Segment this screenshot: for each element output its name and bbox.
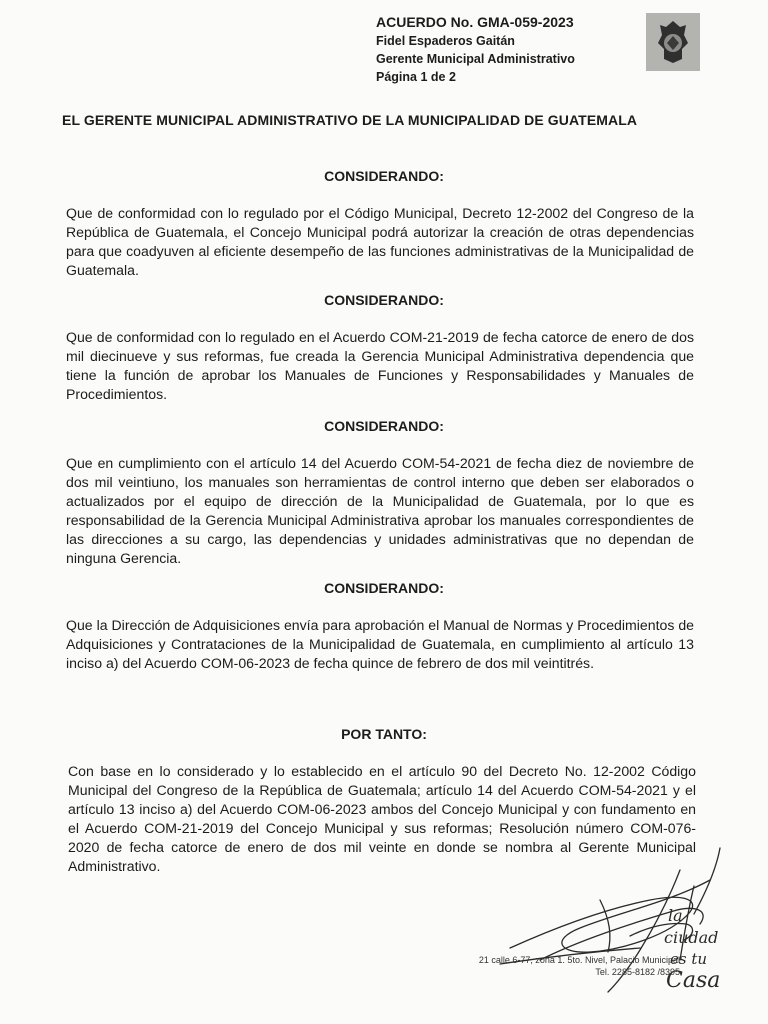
page-number: Página 1 de 2 <box>376 70 456 84</box>
slogan-word: Casa <box>666 968 721 993</box>
slogan-word: es tu <box>670 950 708 968</box>
section-heading: CONSIDERANDO: <box>324 292 444 308</box>
municipal-seal-icon <box>646 13 700 71</box>
agreement-number: ACUERDO No. GMA-059-2023 <box>376 14 574 30</box>
section-paragraph: Que de conformidad con lo regulado por el Código Municipal, Decreto 12-2002 del Congreso de la República de Guatemala, el Concejo Municipal podrá autorizar la creación de otras dependencias para que coadyuven al eficiente desempeño de las funciones administrativas de la Municipalidad de Guatemala. <box>66 205 694 278</box>
section-heading: CONSIDERANDO: <box>324 168 444 184</box>
section-heading: CONSIDERANDO: <box>324 580 444 596</box>
resolution-heading: POR TANTO: <box>341 726 427 742</box>
slogan-word: ciudad <box>664 928 719 947</box>
signatory-role: Gerente Municipal Administrativo <box>376 52 575 66</box>
phone-line: Tel. 2285-8182 /8395 <box>595 967 680 977</box>
address-line: 21 calle 6-77, zona 1. 5to. Nivel, Palacio Municipal <box>478 955 680 965</box>
document-title: EL GERENTE MUNICIPAL ADMINISTRATIVO DE LA MUNICIPALIDAD DE GUATEMALA <box>62 112 638 128</box>
document-header <box>376 12 575 86</box>
slogan-word: la <box>668 906 683 925</box>
footer-address <box>380 954 680 978</box>
section-paragraph: Que en cumplimiento con el artículo 14 del Acuerdo COM-54-2021 de fecha diez de noviembre de dos mil veintiuno, los manuales son herramientas de control interno que deben ser elaborados o actualizados por el equipo de dirección de la Municipalidad de Guatemala, por lo que es responsabilidad de la Gerencia Municipal Administrativa aprobar los manuales correspondientes de las direcciones a su cargo, las dependencias y unidades administrativas que no dependan de ninguna Gerencia. <box>66 455 694 566</box>
section-heading: CONSIDERANDO: <box>324 418 444 434</box>
section-paragraph: Que la Dirección de Adquisiciones envía para aprobación el Manual de Normas y Procedimientos de Adquisiciones y Contrataciones de la Municipalidad de Guatemala, en cumplimiento al artículo 13 inciso a) del Acuerdo COM-06-2023 de fecha quince de febrero de dos mil veintitrés. <box>66 617 694 671</box>
resolution-paragraph: Con base en lo considerado y lo establecido en el artículo 90 del Decreto No. 12-2002 Código Municipal del Congreso de la República de Guatemala; artículo 14 del Acuerdo COM-54-2021 y el artículo 13 inciso a) del Acuerdo COM-06-2023 ambos del Concejo Municipal y con fundamento en el Acuerdo COM-21-2019 del Concejo Municipal y sus reformas; Resolución número COM-076-2020 de fecha catorce de enero de dos mil veinte en donde se nombra al Gerente Municipal Administrativo. <box>68 763 696 874</box>
section-paragraph: Que de conformidad con lo regulado en el Acuerdo COM-21-2019 de fecha catorce de enero de dos mil diecinueve y sus reformas, fue creada la Gerencia Municipal Administrativa dependencia que tiene la función de aprobar los Manuales de Funciones y Responsabilidades y Manuales de Procedimientos. <box>66 329 694 402</box>
signatory-name: Fidel Espaderos Gaitán <box>376 34 515 48</box>
